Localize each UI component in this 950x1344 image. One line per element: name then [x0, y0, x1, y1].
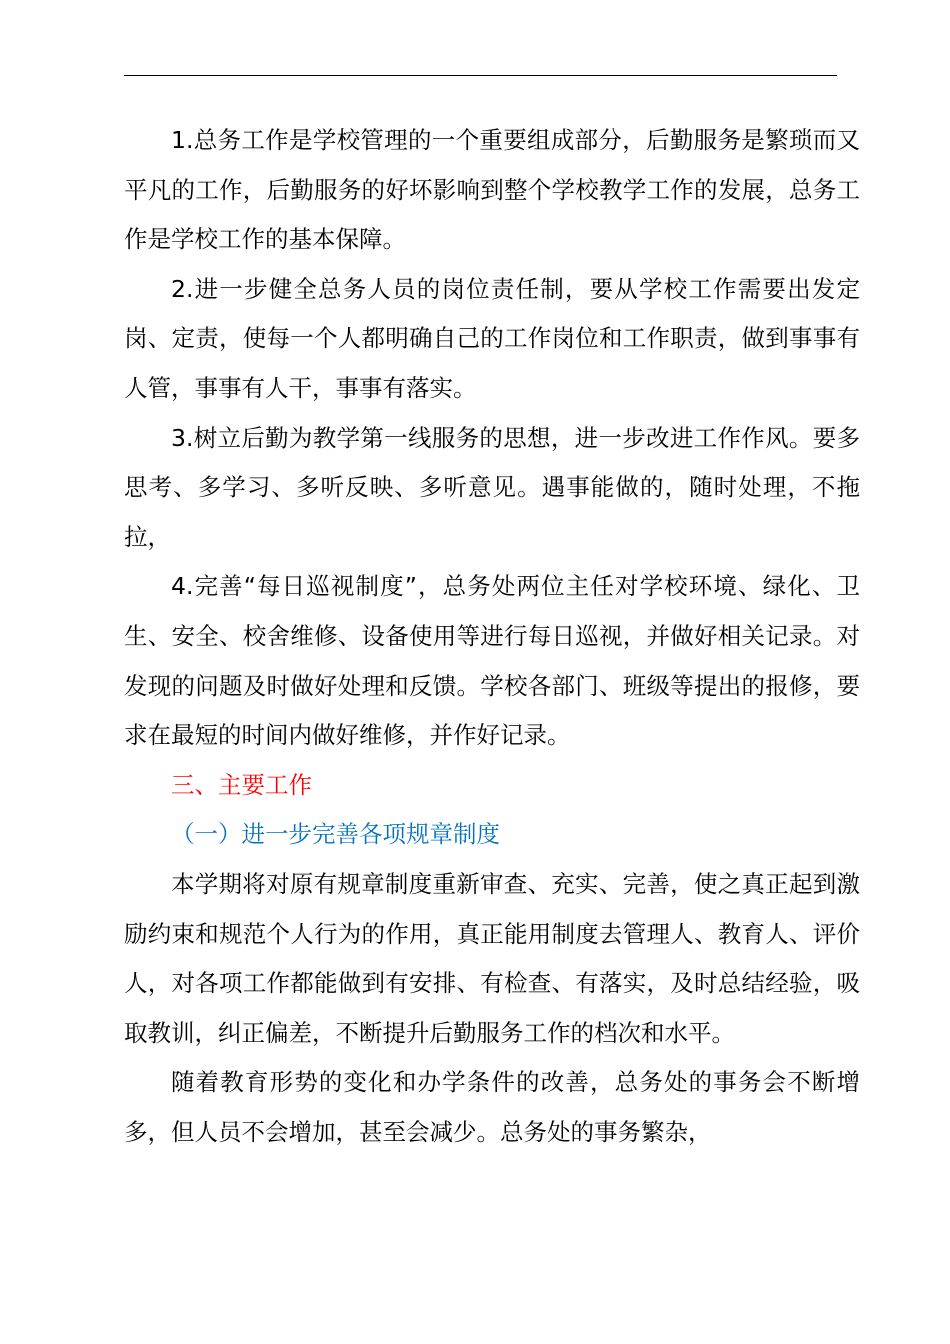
paragraph-rules-review: 本学期将对原有规章制度重新审查、充实、完善，使之真正起到激励约束和规范个人行为的作用，真正能用制度去管理人、教育人、评价人，对各项工作都能做到有安排、有检查、有落实，及时总结经验，吸取教训，纠正偏差，不断提升后勤服务工作的档次和水平。 [124, 869, 860, 1047]
paragraph-duty-4: 4.完善“每日巡视制度”，总务处两位主任对学校环境、绿化、卫生、安全、校舍维修、设备使用等进行每日巡视，并做好相关记录。对发现的问题及时做好处理和反馈。学校各部门、班级等提出的报修，要求在最短的时间内做好维修，并作好记录。 [124, 572, 860, 750]
document-body [124, 116, 860, 1157]
paragraph-duty-3: 3.树立后勤为教学第一线服务的思想，进一步改进工作作风。要多思考、多学习、多听反映、多听意见。遇事能做的，随时处理，不拖拉， [124, 423, 860, 551]
subsection-heading-rules: （一）进一步完善各项规章制度 [171, 820, 500, 849]
paragraph-workload: 随着教育形势的变化和办学条件的改善，总务处的事务会不断增多，但人员不会增加，甚至会减少。总务处的事务繁杂， [124, 1068, 860, 1146]
section-heading-main-work: 三、主要工作 [171, 770, 312, 799]
paragraph-duty-1: 1.总务工作是学校管理的一个重要组成部分，后勤服务是繁琐而又平凡的工作，后勤服务的好坏影响到整个学校教学工作的发展，总务工作是学校工作的基本保障。 [124, 126, 860, 254]
header-rule [124, 75, 837, 76]
paragraph-duty-2: 2.进一步健全总务人员的岗位责任制，要从学校工作需要出发定岗、定责，使每一个人都明确自己的工作岗位和工作职责，做到事事有人管，事事有人干，事事有落实。 [124, 274, 860, 402]
